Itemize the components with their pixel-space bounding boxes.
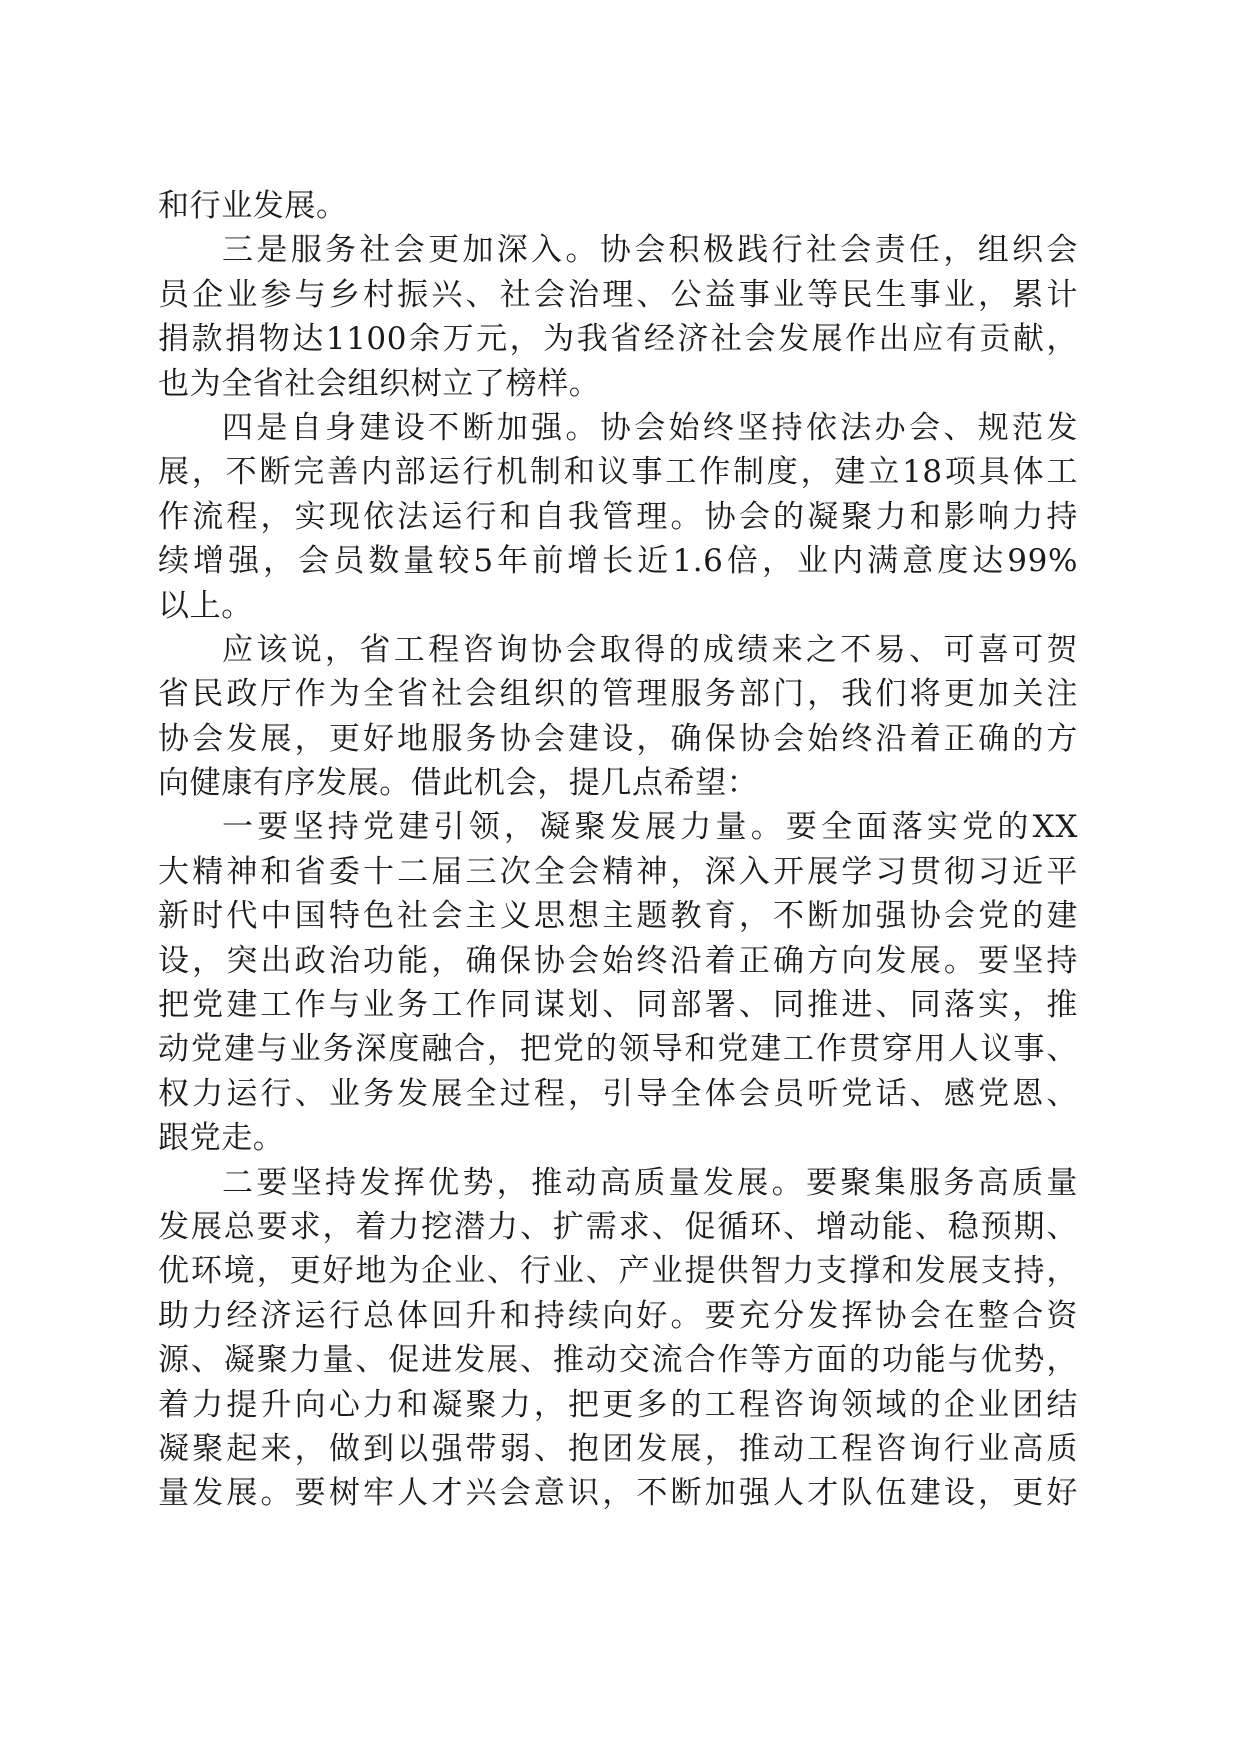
text-line: 省民政厅作为全省社会组织的管理服务部门，我们将更加关注 [158,676,1078,713]
text-line: 和行业发展。 [158,188,348,224]
text-line: 向健康有序发展。借此机会，提几点希望： [158,765,759,802]
text-line: 捐款捐物达1100余万元，为我省经济社会发展作出应有贡献， [158,321,1078,358]
text-line: 跟党走。 [158,1120,285,1157]
text-line: 助力经济运行总体回升和持续向好。要充分发挥协会在整合资 [158,1297,1078,1334]
text-line: 权力运行、业务发展全过程，引导全体会员听党话、感党恩、 [158,1075,1078,1112]
text-line: 新时代中国特色社会主义思想主题教育，不断加强协会党的建 [158,898,1078,935]
text-line: 展，不断完善内部运行机制和议事工作制度，建立18项具体工 [158,454,1078,491]
text-line: 设，突出政治功能，确保协会始终沿着正确方向发展。要坚持 [158,942,1078,979]
text-line: 应该说，省工程咨询协会取得的成绩来之不易、可喜可贺 [222,631,1078,668]
text-line: 发展总要求，着力挖潜力、扩需求、促循环、增动能、稳预期、 [158,1208,1078,1245]
text-line: 凝聚起来，做到以强带弱、抱团发展，推动工程咨询行业高质 [158,1430,1078,1467]
text-line: 一要坚持党建引领，凝聚发展力量。要全面落实党的XX [222,809,1078,846]
text-line: 二要坚持发挥优势，推动高质量发展。要聚集服务高质量 [222,1164,1078,1201]
text-line: 续增强，会员数量较5年前增长近1.6倍，业内满意度达99% [158,543,1078,580]
text-line: 作流程，实现依法运行和自我管理。协会的凝聚力和影响力持 [158,498,1078,535]
text-line: 源、凝聚力量、促进发展、推动交流合作等方面的功能与优势， [158,1342,1078,1379]
text-line: 员企业参与乡村振兴、社会治理、公益事业等民生事业，累计 [158,276,1078,313]
text-line: 把党建工作与业务工作同谋划、同部署、同推进、同落实，推 [158,987,1078,1024]
text-line: 着力提升向心力和凝聚力，把更多的工程咨询领域的企业团结 [158,1386,1078,1423]
text-line: 量发展。要树牢人才兴会意识，不断加强人才队伍建设，更好 [158,1475,1078,1512]
text-line: 优环境，更好地为企业、行业、产业提供智力支撑和发展支持， [158,1253,1078,1290]
text-line: 大精神和省委十二届三次全会精神，深入开展学习贯彻习近平 [158,853,1078,890]
text-line: 以上。 [158,587,253,624]
text-line: 四是自身建设不断加强。协会始终坚持依法办会、规范发 [222,409,1078,446]
document-body [158,184,1078,1516]
text-line: 也为全省社会组织树立了榜样。 [158,365,601,402]
text-line: 三是服务社会更加深入。协会积极践行社会责任，组织会 [222,232,1078,269]
text-line: 协会发展，更好地服务协会建设，确保协会始终沿着正确的方 [158,720,1078,757]
text-line: 动党建与业务深度融合，把党的领导和党建工作贯穿用人议事、 [158,1031,1078,1068]
